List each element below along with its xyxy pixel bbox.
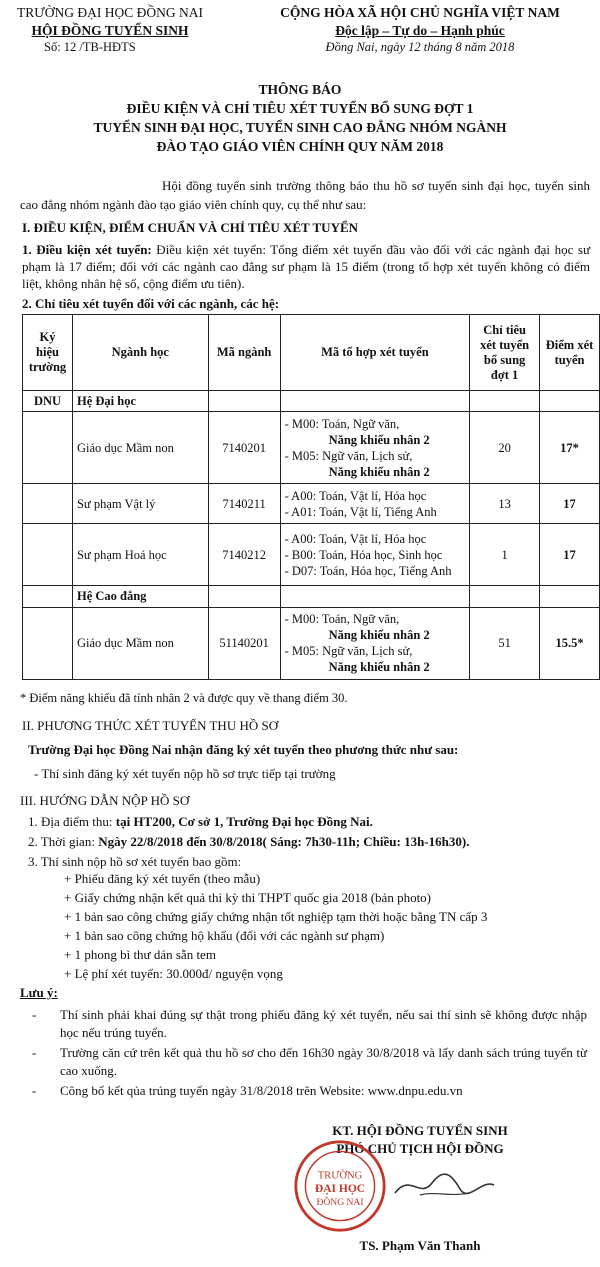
table-header-row bbox=[23, 315, 600, 391]
combo-line: - A01: Toán, Vật lí, Tiếng Anh bbox=[284, 504, 437, 519]
document-item: + 1 phong bì thư dán sẵn tem bbox=[64, 947, 216, 962]
combo-cell bbox=[280, 412, 470, 484]
title-line: ĐÀO TẠO GIÁO VIÊN CHÍNH QUY NĂM 2018 bbox=[156, 139, 444, 154]
combo-line: - M05: Ngữ văn, Lịch sử, bbox=[284, 448, 413, 463]
place-label: 1. Địa điểm thu: bbox=[28, 814, 116, 829]
handwritten-signature bbox=[390, 1165, 500, 1205]
combo-line: Năng khiếu nhân 2 bbox=[328, 432, 430, 447]
issuer-block bbox=[10, 4, 210, 55]
group-row bbox=[23, 586, 600, 607]
document-item: + 1 bản sao công chứng giấy chứng nhận tốt nghiệp tạm thời hoặc bằng TN cấp 3 bbox=[64, 909, 488, 924]
note-item: - Trường căn cứ trên kết quả thu hồ sơ cho đến 16h30 ngày 30/8/2018 và lấy danh sách trúng tuyển từ cao xuống. bbox=[32, 1045, 587, 1078]
table-row bbox=[23, 524, 600, 586]
code-cell: 51140201 bbox=[208, 607, 280, 679]
group-row bbox=[23, 391, 600, 412]
document-header bbox=[0, 4, 600, 62]
major-cell: Giáo dục Mầm non bbox=[72, 412, 208, 484]
svg-text:ĐẠI HỌC: ĐẠI HỌC bbox=[314, 1182, 366, 1195]
score-cell: 15.5* bbox=[540, 607, 600, 679]
document-item: + Phiếu đăng ký xét tuyển (theo mẫu) bbox=[64, 871, 261, 886]
republic-name: CỘNG HÒA XÃ HỘI CHỦ NGHĨA VIỆT NAM bbox=[280, 5, 560, 20]
signature-role: PHÓ CHỦ TỊCH HỘI ĐỒNG bbox=[336, 1141, 504, 1156]
title-line: ĐIỀU KIỆN VÀ CHỈ TIÊU XÉT TUYỂN BỔ SUNG ĐỢT 1 bbox=[126, 101, 474, 116]
svg-text:ĐỒNG NAI: ĐỒNG NAI bbox=[316, 1197, 364, 1209]
table-row bbox=[23, 607, 600, 679]
section-1-heading: I. ĐIỀU KIỆN, ĐIỂM CHUẨN VÀ CHỈ TIÊU XÉT TUYỂN bbox=[22, 220, 359, 235]
intro-paragraph: Hội đồng tuyển sinh trường thông báo thu hồ sơ tuyển sinh đại học, tuyển sinh cao đẳng nhóm ngành đào tạo giáo viên chính quy, cụ thể như sau: bbox=[20, 178, 590, 212]
code-cell: 7140211 bbox=[208, 484, 280, 524]
submission-place bbox=[28, 813, 373, 831]
document-item: + Giấy chứng nhận kết quả thi kỳ thi THPT quốc gia 2018 (bản photo) bbox=[64, 890, 432, 905]
score-cell: 17* bbox=[540, 412, 600, 484]
combo-line: Năng khiếu nhân 2 bbox=[328, 628, 430, 642]
document-title bbox=[0, 80, 600, 156]
table-footnote: * Điểm năng khiếu đã tính nhân 2 và được quy về thang điểm 30. bbox=[20, 691, 348, 705]
condition-text: Điều kiện xét tuyển: Tổng điểm xét tuyển đầu vào đối với các ngành đại học sư phạm là 17 điểm; đối với các ngành cao đẳng sư phạm là 15 điểm (trong tổ hợp xét tuyển không có điểm liệt, không nhân hệ số, cộng điểm ưu tiên). bbox=[22, 242, 590, 291]
code-cell: 7140201 bbox=[208, 412, 280, 484]
column-header: Điểm xét tuyển bbox=[540, 315, 600, 391]
group-label: Hệ Đại học bbox=[72, 391, 208, 412]
note-item: - Thí sinh phải khai đúng sự thật trong phiếu đăng ký xét tuyển, nếu sai thí sinh sẽ không được nhập học nếu trúng tuyển. bbox=[32, 1007, 587, 1040]
signature-title: KT. HỘI ĐỒNG TUYỂN SINH bbox=[332, 1123, 508, 1138]
column-header: Ngành học bbox=[72, 315, 208, 391]
section-3-heading: III. HƯỚNG DẪN NỘP HỒ SƠ bbox=[20, 793, 190, 808]
quota-table bbox=[22, 314, 600, 680]
major-cell: Sư phạm Hoá học bbox=[72, 524, 208, 586]
column-header: Mã tổ hợp xét tuyển bbox=[280, 315, 470, 391]
column-header: Ký hiệu trường bbox=[23, 315, 73, 391]
combo-line: - M05: Ngữ văn, Lịch sử, bbox=[284, 644, 413, 658]
quota-cell: 20 bbox=[470, 412, 540, 484]
documents-label: 3. Thí sinh nộp hồ sơ xét tuyển bao gồm: bbox=[28, 854, 242, 869]
document-item: + 1 bản sao công chứng hộ khẩu (đối với các ngành sư phạm) bbox=[64, 928, 385, 943]
quota-cell: 13 bbox=[470, 484, 540, 524]
time-label: 2. Thời gian: bbox=[28, 834, 99, 849]
place-value: tại HT200, Cơ sở 1, Trường Đại học Đồng Nai. bbox=[115, 814, 373, 829]
notes-list bbox=[32, 1006, 587, 1102]
combo-line: Năng khiếu nhân 2 bbox=[328, 464, 430, 479]
condition-label: 1. Điều kiện xét tuyển: bbox=[22, 242, 152, 257]
combo-line: - A00: Toán, Vật lí, Hóa học bbox=[284, 488, 427, 503]
issue-date: Đồng Nai, ngày 12 tháng 8 năm 2018 bbox=[325, 40, 515, 55]
combo-cell bbox=[280, 524, 470, 586]
combo-line: - B00: Toán, Hóa học, Sinh học bbox=[284, 547, 443, 562]
section-2-method: Trường Đại học Đồng Nai nhận đăng ký xét tuyển theo phương thức như sau: bbox=[28, 742, 459, 757]
quota-cell: 51 bbox=[470, 607, 540, 679]
table-row bbox=[23, 412, 600, 484]
combo-line: Năng khiếu nhân 2 bbox=[328, 660, 430, 674]
quota-cell: 1 bbox=[470, 524, 540, 586]
combo-cell bbox=[280, 484, 470, 524]
notes-label: Lưu ý: bbox=[20, 985, 58, 1000]
national-motto: Độc lập – Tự do – Hạnh phúc bbox=[335, 22, 505, 38]
section-2-item: - Thí sinh đăng ký xét tuyển nộp hồ sơ trực tiếp tại trường bbox=[34, 766, 336, 781]
major-cell: Giáo dục Mầm non bbox=[72, 607, 208, 679]
time-value: Ngày 22/8/2018 đến 30/8/2018( Sáng: 7h30-11h; Chiều: 13h-16h30). bbox=[98, 834, 470, 849]
admission-condition bbox=[22, 241, 590, 292]
combo-line: - A00: Toán, Vật lí, Hóa học bbox=[284, 531, 427, 546]
table-row bbox=[23, 484, 600, 524]
score-cell: 17 bbox=[540, 484, 600, 524]
column-header: Chỉ tiêu xét tuyển bổ sung đợt 1 bbox=[470, 315, 540, 391]
column-header: Mã ngành bbox=[208, 315, 280, 391]
section-2-heading: II. PHƯƠNG THỨC XÉT TUYỂN THU HỒ SƠ bbox=[22, 718, 279, 733]
quota-heading: 2. Chỉ tiêu xét tuyển đối với các ngành, các hệ: bbox=[22, 296, 280, 311]
document-number: Số: 12 /TB-HĐTS bbox=[44, 40, 136, 55]
combo-line: - D07: Toán, Hóa học, Tiếng Anh bbox=[284, 563, 452, 578]
note-item: - Công bố kết qủa trúng tuyển ngày 31/8/2018 trên Website: www.dnpu.edu.vn bbox=[32, 1083, 463, 1098]
score-cell: 17 bbox=[540, 524, 600, 586]
major-cell: Sư phạm Vật lý bbox=[72, 484, 208, 524]
combo-line: - M00: Toán, Ngữ văn, bbox=[284, 612, 400, 626]
official-stamp bbox=[292, 1138, 388, 1234]
council-name: HỘI ĐỒNG TUYỂN SINH bbox=[31, 22, 189, 38]
code-cell: 7140212 bbox=[208, 524, 280, 586]
school-code: DNU bbox=[23, 391, 73, 412]
submission-time bbox=[28, 833, 469, 851]
svg-text:TRƯỜNG: TRƯỜNG bbox=[317, 1170, 363, 1182]
document-item: + Lệ phí xét tuyển: 30.000đ/ nguyện vọng bbox=[64, 966, 283, 981]
title-line: TUYỂN SINH ĐẠI HỌC, TUYỂN SINH CAO ĐẲNG NHÓM NGÀNH bbox=[93, 120, 507, 135]
national-heading bbox=[245, 4, 595, 55]
combo-line: - M00: Toán, Ngữ văn, bbox=[284, 416, 400, 431]
signer-name: TS. Phạm Văn Thanh bbox=[359, 1238, 481, 1253]
group-label: Hệ Cao đẳng bbox=[72, 586, 208, 607]
title-line: THÔNG BÁO bbox=[258, 82, 342, 97]
school-name: TRƯỜNG ĐẠI HỌC ĐỒNG NAI bbox=[17, 5, 203, 20]
combo-cell bbox=[280, 607, 470, 679]
